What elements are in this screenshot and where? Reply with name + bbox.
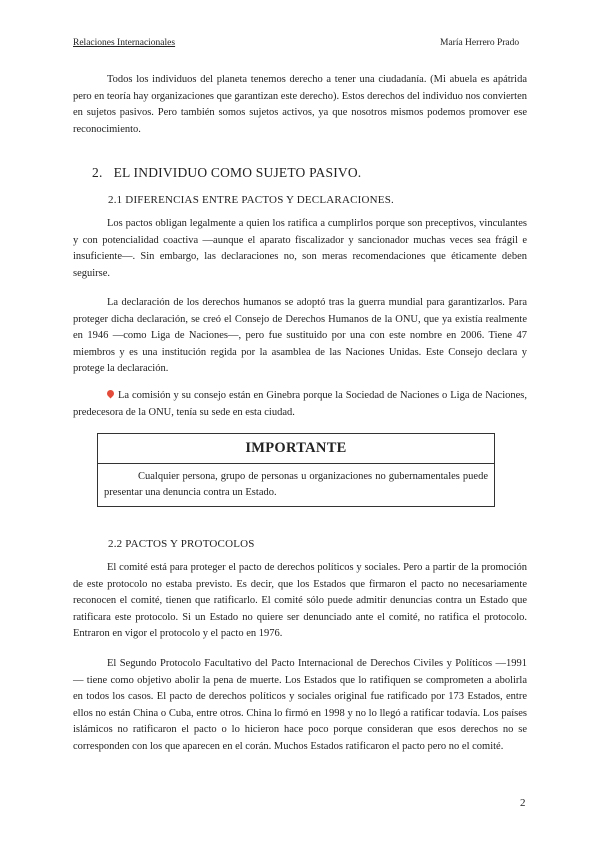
subsection-1-p2-block	[73, 295, 527, 378]
header-author: María Herrero Prado	[440, 38, 520, 48]
subsection-1-paragraph-2: La declaración de los derechos humanos se adoptó tras la guerra mundial para garantizarlos. Para proteger dicha declaración, se creó el Consejo de Derechos Humanos de la ONU, que ya existía realmente en 1946 —como Liga de Naciones—, pero fue sustituido por una con este nombre en 2006. Tiene 47 miembros y es una institución regida por la asamblea de las Naciones Unidas. Este Consejo declara y protege la declaración.	[73, 297, 527, 375]
subsection-2-paragraph-2: El Segundo Protocolo Facultativo del Pacto Internacional de Derechos Civiles y Políticos —1991— tiene como objetivo abolir la pena de muerte. Los Estados que lo ratifiquen se comprometen a abolirla en todos los casos. El pacto de derechos políticos y sociales original fue ratificado por 173 Estados, entre ellos no están China o Cuba, entre otros. China lo firmó en 1998 y no lo llegó a ratificar todavía. Los países islámicos no ratificaron el pacto o lo hicieron hace poco porque consideran que esos derechos no se corresponden con los que aparecen en el corán. Muchos Estados ratificaron el pacto pero no el comité.	[73, 658, 527, 752]
note-text: La comisión y su consejo están en Ginebra porque la Sociedad de Naciones o Liga de Naciones, predecesora de la ONU, tenía su sede en esta ciudad.	[73, 390, 527, 418]
note-block	[73, 388, 527, 421]
page-number: 2	[520, 797, 526, 809]
note-paragraph	[73, 388, 527, 421]
subsection-1-paragraph-1: Los pactos obligan legalmente a quien los ratifica a cumplirlos porque son preceptivos, vinculantes y con potencialidad coactiva —aunque el aparato fiscalizador y sancionador muchas veces sea frágil e insuficiente—. Sin embargo, las declaraciones no, son meras recomendaciones que éticamente deben seguirse.	[73, 218, 527, 279]
section-title: EL INDIVIDUO COMO SUJETO PASIVO.	[113, 165, 362, 180]
important-text: Cualquier persona, grupo de personas u organizaciones no gubernamentales puede presentar una denuncia contra un Estado.	[104, 471, 488, 498]
section-heading	[92, 165, 361, 181]
subsection-2-title: 2.2 PACTOS Y PROTOCOLOS	[108, 538, 255, 550]
pin-icon	[106, 389, 116, 399]
subsection-2-paragraph-1: El comité está para proteger el pacto de derechos políticos y sociales. Pero a partir de la promoción de este protocolo no estaba previsto. Es decir, que los Estados que firmaron el pacto no necesariamente reconocen el comité, tienen que ratificarlo. El comité sólo puede admitir denuncias contra un Estado que ratificara este protocolo. Si un Estado no quiere ser denunciado ante el comité, no ratifica el protocolo. Entraron en vigor el protocolo y el pacto en 1976.	[73, 562, 527, 640]
subsection-1-title: 2.1 DIFERENCIAS ENTRE PACTOS Y DECLARACIONES.	[108, 194, 394, 206]
subsection-2-p2-block	[73, 656, 527, 756]
section-number: 2.	[92, 165, 103, 180]
header-course: Relaciones Internacionales	[73, 38, 176, 48]
important-title: IMPORTANTE	[98, 434, 494, 464]
intro-paragraph: Todos los individuos del planeta tenemos derecho a tener una ciudadanía. (Mi abuela es apátrida pero en teoría hay organizaciones que garantizan este derecho). Estos derechos del individuo nos convierten en sujetos pasivos. Pero también somos sujetos activos, ya que nosotros mismos podemos promover ese reconocimiento.	[73, 74, 527, 135]
subsection-1-p1-block	[73, 216, 527, 282]
important-box	[97, 433, 495, 507]
intro-block	[73, 72, 527, 138]
subsection-2-p1-block	[73, 560, 527, 643]
